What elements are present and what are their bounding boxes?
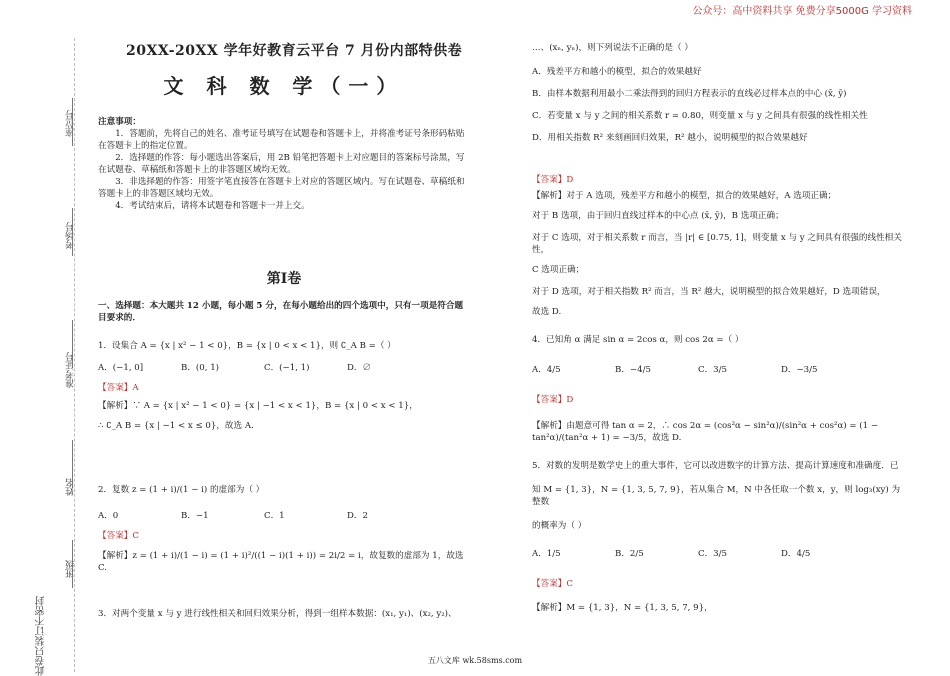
binding-gutter <box>0 0 92 676</box>
notice-item: 2．选择题的作答：每小题选出答案后，用 2B 铅笔把答题卡上对应题目的答案标号涂黑，写在试题卷、草稿纸和答题卡上的非答题区域均无效。 <box>98 153 465 176</box>
q5-option-a: A．1/5 <box>532 549 561 560</box>
q4-option-b: B．−4/5 <box>615 365 651 376</box>
notice-block <box>98 116 470 212</box>
q4-option-a: A．4/5 <box>532 365 561 376</box>
q3-analysis-line: 【解析】对于 A 选项，残差平方和越小的模型，拟合的效果越好，A 选项正确； <box>532 191 837 201</box>
q1-option-c: C．(−1, 1) <box>264 363 310 374</box>
q1-analysis-line: 【解析】∵ A = {x | x² − 1 < 0} = {x | −1 < x < 1}，B = {x | 0 < x < 1}， <box>98 401 418 412</box>
q1-stem: 1．设集合 A = {x | x² − 1 < 0}，B = {x | 0 < x < 1}，则 ∁_A B =（ ） <box>98 341 396 351</box>
q2-answer: 【答案】C <box>98 531 139 542</box>
q1-answer: 【答案】A <box>98 383 139 394</box>
q2-stem: 2．复数 z = (1 + i)/(1 − i) 的虚部为（ ） <box>98 485 265 495</box>
q3-option-c: C．若变量 x 与 y 之间的相关系数 r = 0.80，则变量 x 与 y 之间具有很强的线性相关性 <box>532 111 868 122</box>
q4-option-d: D．−3/5 <box>781 365 818 376</box>
subject-title: 文 科 数 学（一） <box>163 74 405 98</box>
q2-option-d: D．2 <box>347 511 368 522</box>
seat-label: 座位号 <box>66 110 76 137</box>
footer-text: 五八文库 wk.58sms.com <box>427 656 523 665</box>
notice-item: 4．考试结束后，请将本试题卷和答题卡一并上交。 <box>115 201 310 212</box>
class-label: 班级 <box>66 560 76 578</box>
section-title: 第Ⅰ卷 <box>266 271 302 287</box>
q5-stem-line: 知 M = {1, 3}，N = {1, 3, 5, 7, 9}，若从集合 M，N 中各任取一个数 x，y，则 log₃(xy) 为整数 <box>532 485 901 508</box>
q3-option-d: D．用相关指数 R² 来刻画回归效果，R² 越小，说明模型的拟合效果越好 <box>532 133 808 144</box>
q2-option-a: A．0 <box>98 511 119 522</box>
q4-options <box>532 364 904 376</box>
q3-analysis-line: 故选 D. <box>532 307 562 318</box>
q4-answer: 【答案】D <box>532 395 574 406</box>
exam-room-label: 考场号 <box>66 222 76 249</box>
exam-title: 20XX-20XX 学年好教育云平台 7 月份内部特供卷 <box>126 43 463 59</box>
name-field <box>72 440 73 488</box>
notice-heading: 注意事项： <box>98 117 141 127</box>
notice-item: 1．答题前，先将自己的姓名、准考证号填写在试题卷和答题卡上，并将准考证号条形码粘贴在答题卡上的指定位置。 <box>98 129 465 152</box>
ticket-label: 准考证号 <box>66 352 76 388</box>
seal-notice: 此卷只装订不密封 <box>36 596 47 676</box>
q5-option-c: C．3/5 <box>698 549 727 560</box>
notice-item: 3．非选择题的作答：用签字笔直接答在答题卡上对应的答题区域内。写在试题卷、草稿纸和答题卡上的非答题区域均无效。 <box>98 177 465 200</box>
q4-stem: 4．已知角 α 满足 sin α = 2cos α，则 cos 2α =（ ） <box>532 335 744 345</box>
q3-analysis-line: 对于 C 选项，对于相关系数 r 而言，当 |r| ∈ [0.75, 1]，则变量 x 与 y 之间具有很强的线性相关性， <box>532 233 902 256</box>
question-5 <box>532 460 904 614</box>
ticket-field <box>72 320 73 368</box>
q3-stem: 3．对两个变量 x 与 y 进行线性相关和回归效果分析，得到一组样本数据：(x₁, y₁)、(x₂, y₂)、 <box>98 609 457 619</box>
q5-analysis: 【解析】M = {1, 3}，N = {1, 3, 5, 7, 9}， <box>532 603 713 614</box>
q5-options <box>532 548 904 560</box>
question-4 <box>532 334 904 444</box>
q5-stem-line: 的概率为（ ） <box>532 521 587 532</box>
seat-field <box>72 98 73 146</box>
q3-option-b: B．由样本数据利用最小二乘法得到的回归方程表示的直线必过样本点的中心 (x̄, ȳ) <box>532 89 847 100</box>
q2-option-c: C．1 <box>264 511 285 522</box>
q3-answer: 【答案】D <box>532 175 574 185</box>
q3-analysis <box>532 190 904 318</box>
q4-option-c: C．3/5 <box>698 365 727 376</box>
q5-stem-line: 5．对数的发明是数学史上的重大事件，它可以改进数字的计算方法、提高计算速度和准确度．已 <box>532 461 899 471</box>
q2-options <box>98 510 470 522</box>
question-2 <box>98 484 470 574</box>
q2-analysis: 【解析】z = (1 + i)/(1 − i) = (1 + i)²/((1 − i)(1 + i)) = 2i/2 = i，故复数的虚部为 1，故选 C. <box>98 551 464 574</box>
q4-analysis: 【解析】由题意可得 tan α = 2，∴ cos 2α = (cos²α − sin²α)/(sin²α + cos²α) = (1 − tan²α)/(tan²α + 1) = −3/5，故选 D. <box>532 421 879 444</box>
q2-option-b: B．−1 <box>181 511 209 522</box>
q3-analysis-line: 对于 B 选项，由于回归直线过样本的中心点 (x̄, ȳ)，B 选项正确； <box>532 211 784 222</box>
q3-analysis-line: 对于 D 选项，对于相关指数 R² 而言，当 R² 越大，说明模型的拟合效果越好，D 选项错误， <box>532 287 886 298</box>
section-intro: 一、选择题：本大题共 12 小题，每小题 5 分，在每小题给出的四个选项中，只有一项是符合题目要求的． <box>98 301 464 324</box>
q3-analysis-line: C 选项正确； <box>532 265 585 276</box>
q5-option-d: D．4/5 <box>781 549 811 560</box>
q3-options <box>532 66 904 154</box>
exam-room-field <box>72 208 73 256</box>
q5-answer: 【答案】C <box>532 579 573 590</box>
class-field <box>72 540 73 588</box>
q5-option-b: B．2/5 <box>615 549 644 560</box>
q1-options <box>98 362 470 374</box>
name-label: 姓名 <box>66 478 76 496</box>
question-1 <box>98 340 470 432</box>
q1-option-a: A．(−1, 0] <box>98 363 144 374</box>
banner-text: 公众号：高中资料共享 免费分享5000G 学习资料 <box>692 6 912 17</box>
q1-analysis-line: ∴ ∁_A B = {x | −1 < x ≤ 0}，故选 A. <box>98 421 254 432</box>
q1-option-d: D．∅ <box>347 363 372 374</box>
q1-option-b: B．(0, 1) <box>181 363 220 374</box>
q3-option-a: A．残差平方和越小的模型，拟合的效果越好 <box>532 67 702 77</box>
q3-stem-continued: …、(xₙ, yₙ)，则下列说法不正确的是（ ） <box>532 43 693 53</box>
